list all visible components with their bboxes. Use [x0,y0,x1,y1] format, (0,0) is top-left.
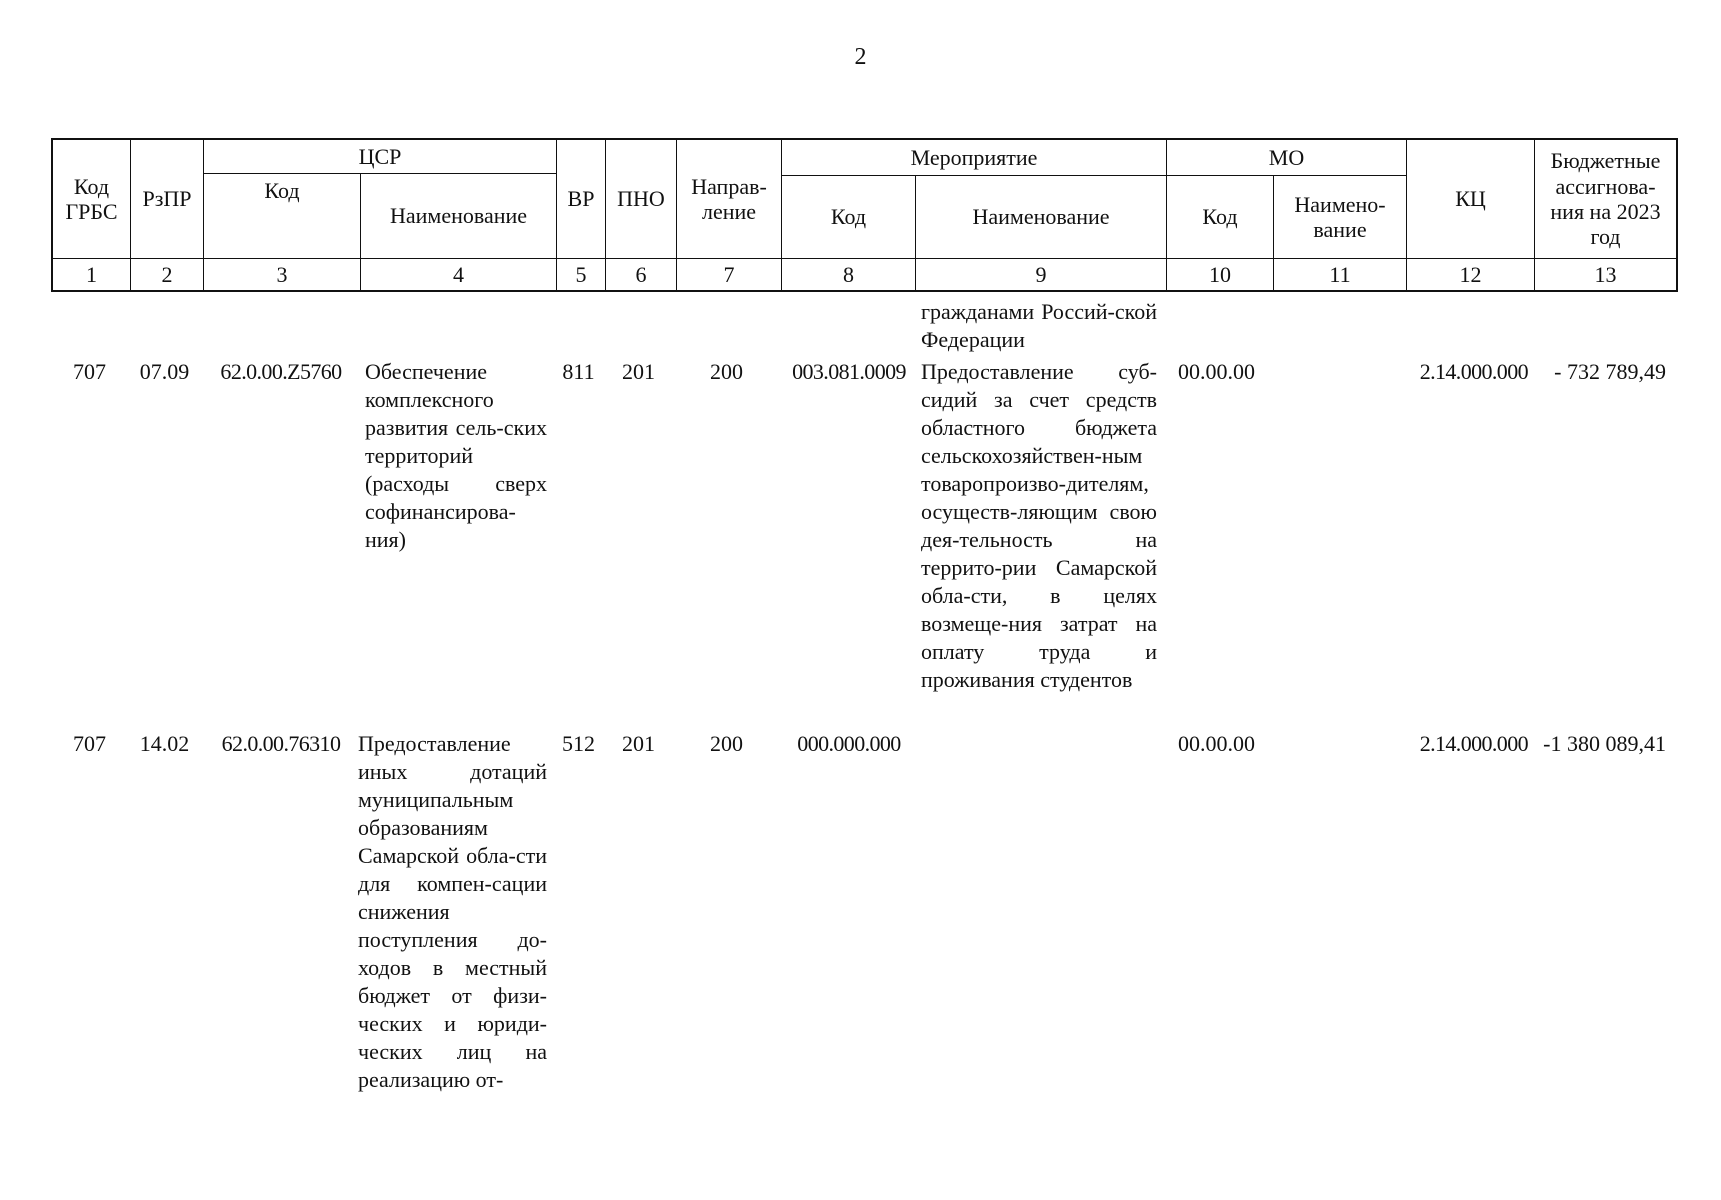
header-kod-grbs: Код ГРБС [65,173,118,224]
header-meropr-kod: Код [781,175,915,258]
cell-kc: 2.14.000.000 [1419,731,1528,756]
header-meropr: Мероприятие [781,140,1166,175]
col-number-13: 13 [1534,258,1676,290]
cell-pno: 201 [622,359,655,384]
header-mo: МО [1166,140,1406,175]
cell-vr: 811 [562,359,595,384]
header-rzpr: РзПР [130,140,203,258]
cell-csr-kod: 62.0.00.76310 [221,731,341,756]
cell-mo-kod: 00.00.00 [1178,731,1255,756]
header-pno: ПНО [605,140,676,258]
cell-csr-name: Предоставление иных дотаций муниципальным образованиям Самарской обла-сти для компен-сации снижения поступления до-ходов в местный бюджет от физи-ческих и юриди-ческих лиц на реализацию от- [358,731,547,1092]
cell-amount: - 732 789,49 [1554,359,1666,384]
col-number-8: 8 [781,258,915,290]
header-meropr-name: Наименование [915,175,1166,258]
cell-meropr-kod: 003.081.0009 [792,359,906,384]
header-kc: КЦ [1406,140,1534,258]
col-number-7: 7 [676,258,781,290]
col-number-1: 1 [53,258,130,290]
cell-pno: 201 [622,731,655,756]
header-csr-name: Наименование [360,173,556,258]
header-budget: Бюджетные ассигнова-ния на 2023 год [1534,140,1676,258]
cell-mo-kod: 00.00.00 [1178,359,1255,384]
header-mo-name: Наимено-вание [1273,175,1406,258]
col-number-4: 4 [360,258,556,290]
cell-napr: 200 [710,359,743,384]
header-csr: ЦСР [203,140,556,173]
page-number: 2 [854,44,867,70]
cell-rzpr: 07.09 [139,359,190,384]
cell-meropr-name: Предоставление суб-сидий за счет средств областного бюджета сельскохозяйствен-ным товаропроизво-дителям, осуществ-ляющим свою дея-тельность на террито-рии Самарской обла-сти, в целях возмеще-ния затрат на оплату труда и проживания студентов [921,359,1157,692]
header-vr: ВР [556,140,605,258]
col-number-11: 11 [1273,258,1406,290]
continuation-meropr-name: гражданами Россий-ской Федерации [921,299,1157,352]
cell-grbs: 707 [73,359,106,384]
cell-rzpr: 14.02 [139,731,190,756]
cell-kc: 2.14.000.000 [1419,359,1528,384]
col-number-10: 10 [1166,258,1273,290]
cell-grbs: 707 [73,731,106,756]
cell-meropr-kod: 000.000.000 [797,731,901,756]
col-number-12: 12 [1406,258,1534,290]
col-number-9: 9 [915,258,1166,290]
header-mo-kod: Код [1166,175,1273,258]
header-napr: Направ-ление [676,140,781,258]
cell-csr-kod: 62.0.00.Z5760 [220,359,342,384]
table-header [51,138,1678,292]
cell-csr-name: Обеспечение комплексного развития сель-ских территорий (расходы сверх софинансирова-ния) [365,359,547,552]
col-number-6: 6 [605,258,676,290]
cell-amount: -1 380 089,41 [1543,731,1666,756]
col-number-2: 2 [130,258,203,290]
cell-napr: 200 [710,731,743,756]
col-number-3: 3 [203,258,360,290]
header-csr-kod: Код [203,173,360,258]
cell-vr: 512 [562,731,595,756]
col-number-5: 5 [556,258,605,290]
